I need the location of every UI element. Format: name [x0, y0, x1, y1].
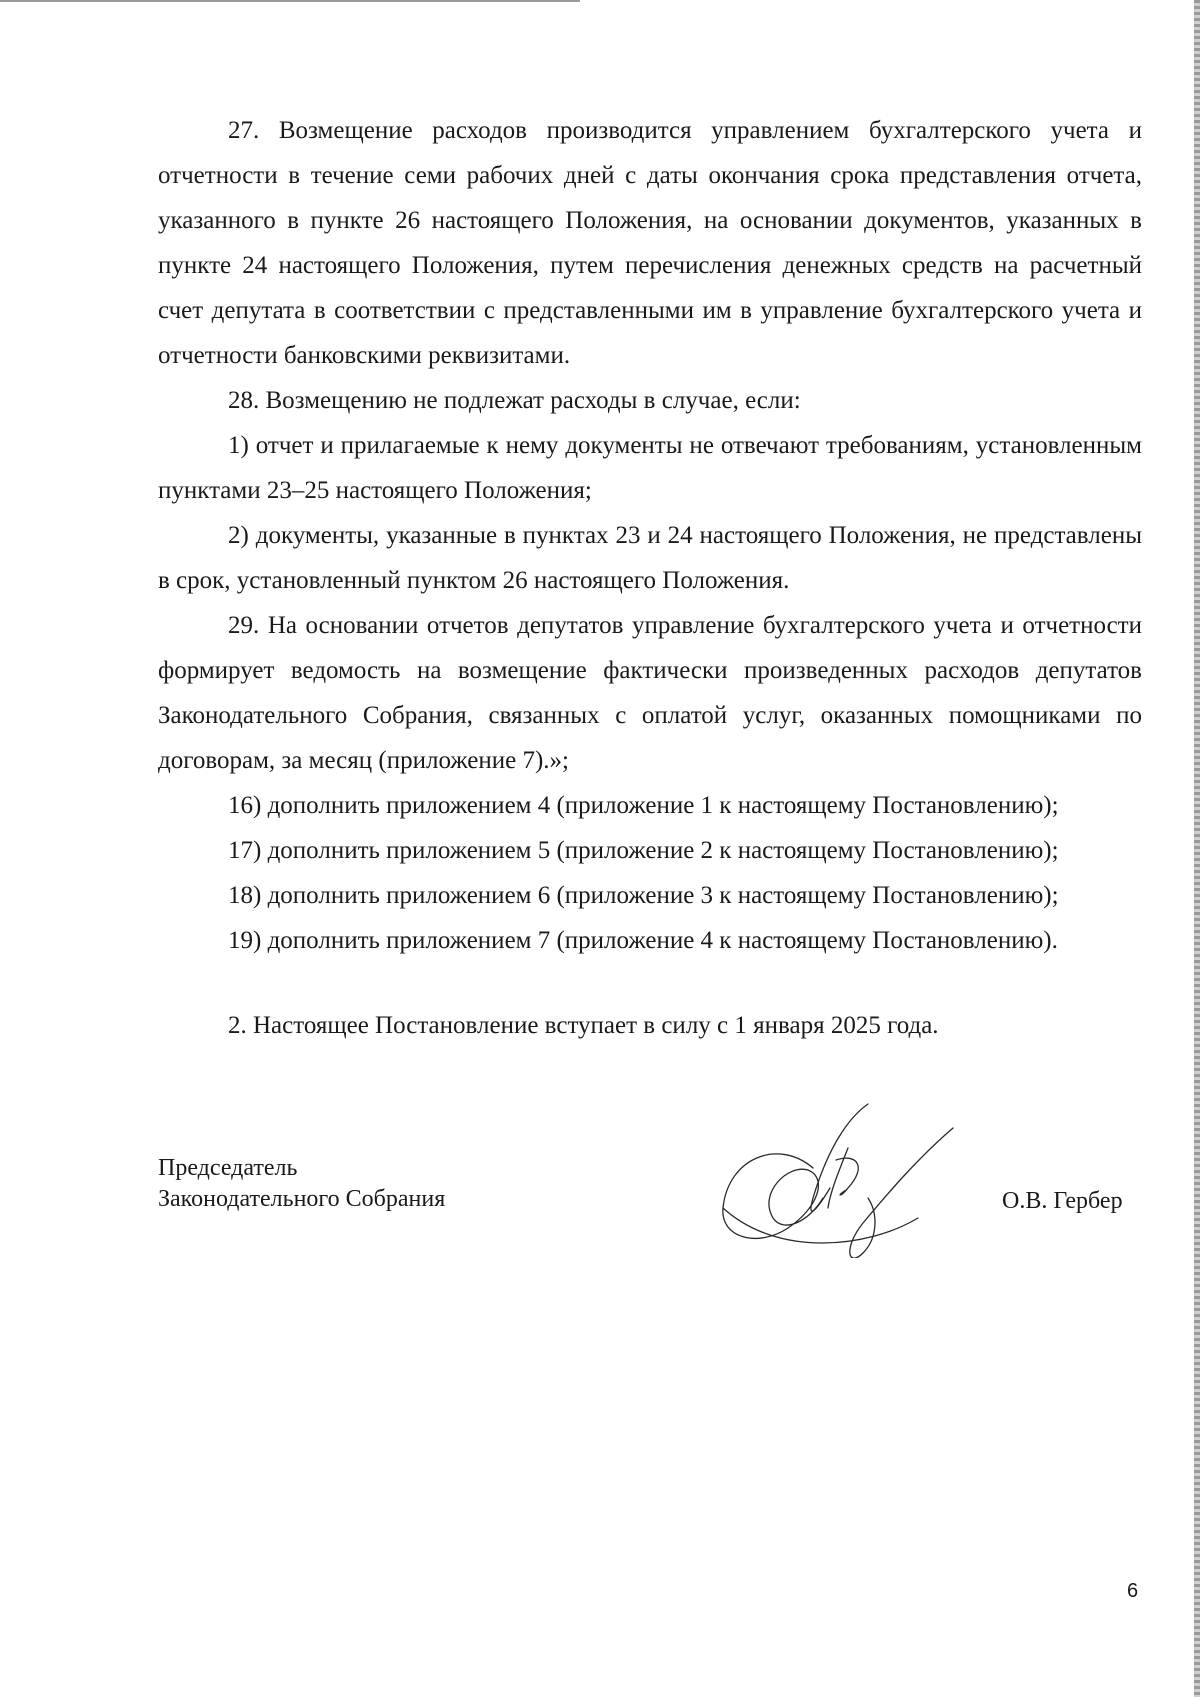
amendment-item-16: 16) дополнить приложением 4 (приложение 1 к настоящему Постановлению); [228, 792, 1059, 819]
handwritten-signature [718, 1098, 958, 1258]
effective-date-clause: 2. Настоящее Постановление вступает в силу с 1 января 2025 года. [228, 1012, 939, 1039]
signer-name: О.В. Гербер [1002, 1188, 1123, 1214]
document-body [158, 108, 1142, 1048]
signer-title-line-1: Председатель [158, 1155, 298, 1181]
paragraph-29: 29. На основании отчетов депутатов управление бухгалтерского учета и отчетности формирует ведомость на возмещение фактически произведенных расходов депутатов Законодательного Собрания, связанных с оплатой услуг, оказанных помощниками по договорам, за месяц (приложение 7).»; [158, 612, 1142, 774]
amendment-item-17: 17) дополнить приложением 5 (приложение 2 к настоящему Постановлению); [228, 837, 1059, 864]
paragraph-27: 27. Возмещение расходов производится управлением бухгалтерского учета и отчетности в течение семи рабочих дней с даты окончания срока представления отчета, указанного в пункте 26 настоящего Положения, на основании документов, указанных в пункте 24 настоящего Положения, путем перечисления денежных средств на расчетный счет депутата в соответствии с представленными им в управление бухгалтерского учета и отчетности банковскими реквизитами. [158, 117, 1142, 369]
signer-title-line-2: Законодательного Собрания [158, 1186, 446, 1212]
scan-edge-right [1194, 0, 1200, 1697]
paragraph-28: 28. Возмещению не подлежат расходы в случае, если: [228, 387, 801, 414]
paragraph-28-item-2: 2) документы, указанные в пунктах 23 и 24 настоящего Положения, не представлены в срок, установленный пунктом 26 настоящего Положения. [158, 522, 1142, 594]
section-gap [158, 963, 1142, 1003]
page-number: 6 [1127, 1580, 1139, 1602]
signer-title [158, 1153, 445, 1215]
amendment-item-18: 18) дополнить приложением 6 (приложение 3 к настоящему Постановлению); [228, 882, 1059, 909]
paragraph-28-item-1: 1) отчет и прилагаемые к нему документы не отвечают требованиям, установленным пунктами 23–25 настоящего Положения; [158, 432, 1142, 504]
scan-edge-top [0, 0, 580, 2]
amendment-item-19: 19) дополнить приложением 7 (приложение 4 к настоящему Постановлению). [228, 927, 1058, 954]
